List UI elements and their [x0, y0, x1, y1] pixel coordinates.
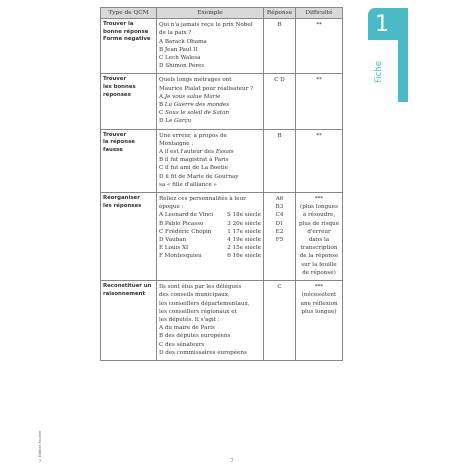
example-line: C des sénateurs — [159, 341, 205, 348]
qcm-type-line: réponses — [103, 91, 131, 98]
qcm-type-line: la réponse — [103, 139, 135, 146]
pair-left: A Leonard de Vinci — [159, 212, 214, 219]
answer-line: C D — [274, 77, 285, 84]
header-answer: Réponse — [264, 8, 296, 19]
difficulty-line: de la réponse — [299, 253, 339, 260]
chapter-number: 1 — [375, 12, 389, 37]
example-line: B il fut magistrat à Paris — [159, 157, 229, 164]
matching-pair — [159, 244, 261, 252]
qcm-type-cell — [101, 74, 157, 129]
example-line: sa « fille d'alliance » — [159, 181, 217, 188]
pair-right: 3 20e siècle — [227, 220, 261, 227]
difficulty-line: plus de risque — [298, 220, 340, 227]
pair-left: E Louis XI — [159, 245, 189, 252]
example-cell — [157, 281, 264, 361]
qcm-type-line: Forme négative — [103, 36, 151, 43]
difficulty-cell — [296, 193, 343, 281]
difficulty-line: transcription — [300, 245, 338, 252]
example-line: les conseillers départementaux, — [159, 300, 250, 307]
table-header-row — [101, 8, 343, 19]
qcm-type-cell — [101, 129, 157, 192]
qcm-type-cell — [101, 193, 157, 281]
difficulty-line: (nécessitent — [301, 292, 337, 299]
difficulty-line: sur la feuille — [301, 261, 337, 268]
matching-pair — [159, 220, 261, 228]
difficulty-line: une réflexion — [300, 300, 338, 307]
qcm-type-line: les bonnes — [103, 84, 136, 91]
difficulty-line: ** — [316, 77, 322, 84]
qcm-type-cell — [101, 19, 157, 74]
example-line: D Le Garçu — [159, 118, 192, 125]
answer-line: C4 — [275, 212, 284, 219]
example-line: Montaigne : — [159, 140, 194, 147]
example-line: D il fit de Marie de Gournay — [159, 173, 239, 180]
example-line: A il est l'auteur des Essais — [159, 149, 234, 156]
example-line: les députés. Il s'agit : — [159, 316, 220, 323]
qcm-type-line: les réponses — [103, 202, 142, 209]
qcm-type-cell — [101, 281, 157, 361]
example-line: D des commissaires européens — [159, 349, 247, 356]
example-line: B des députés européens — [159, 333, 231, 340]
header-example: Exemple — [157, 8, 264, 19]
difficulty-line: (plus longues — [300, 204, 338, 211]
difficulty-cell — [296, 129, 343, 192]
answer-line: B — [277, 22, 282, 29]
matching-pair — [159, 236, 261, 244]
example-line: D Shimon Peres — [159, 63, 205, 70]
example-line: B La Guerre des mondes — [159, 102, 230, 109]
example-line: de la paix ? — [159, 30, 192, 37]
qcm-type-line: Trouver la — [103, 21, 134, 28]
difficulty-cell — [296, 281, 343, 361]
answer-line: C — [277, 284, 282, 291]
example-line: A du maire de Paris — [159, 325, 215, 332]
qcm-type-line: Trouver — [103, 131, 127, 138]
example-line: Une erreur, à propos de — [159, 132, 227, 139]
header-difficulty: Difficulté — [296, 8, 343, 19]
table-row — [101, 193, 343, 281]
pair-right: 2 15e siècle — [227, 245, 261, 252]
qcm-type-line: bonne réponse — [103, 28, 149, 35]
difficulty-line: dans la — [308, 237, 330, 244]
difficulty-line: *** — [314, 284, 324, 291]
difficulty-line: *** — [314, 196, 324, 203]
qcm-type-line: Reconstituer un — [103, 283, 152, 290]
pair-right: S 18e siècle — [226, 212, 261, 219]
header-type: Type de QCM — [101, 8, 157, 19]
example-line: les conseillers régionaux et — [159, 308, 237, 315]
example-line: des conseils municipaux, — [159, 292, 230, 299]
difficulty-line: à résoudre, — [302, 212, 336, 219]
copyright-notice: © Éditions Foucher — [38, 430, 42, 462]
answer-cell — [264, 19, 296, 74]
pair-left: F Montesquieu — [159, 253, 202, 260]
qcm-type-line: Réorganiser — [103, 195, 140, 202]
answer-cell — [264, 281, 296, 361]
example-line: B Jean Paul II — [159, 46, 198, 53]
example-line: C il fut ami de La Boétie — [159, 165, 228, 172]
example-line: A Je vous salue Marie — [159, 93, 221, 100]
example-cell — [157, 74, 264, 129]
qcm-type-line: raisonnement — [103, 290, 146, 297]
page-number: 7 — [230, 458, 234, 464]
example-line: Quels longs métrages ont — [159, 77, 232, 84]
example-cell — [157, 129, 264, 192]
example-line: C Sous le soleil de Satan — [159, 110, 230, 117]
example-cell — [157, 19, 264, 74]
pair-right: 4 19e siècle — [227, 237, 261, 244]
difficulty-line: de réponse) — [302, 269, 336, 276]
matching-pair — [159, 228, 261, 236]
example-line: Qui n'a jamais reçu le prix Nobel — [159, 22, 253, 29]
answer-cell — [264, 129, 296, 192]
table-row — [101, 129, 343, 192]
example-line: A Barack Obama — [159, 38, 207, 45]
answer-line: E2 — [275, 228, 284, 235]
example-line: Reliez ces personnalités à leur — [159, 196, 246, 203]
pair-right: 6 16e siècle — [227, 253, 261, 260]
pair-left: B Pablo Picasso — [159, 220, 204, 227]
difficulty-cell — [296, 74, 343, 129]
example-cell — [157, 193, 264, 281]
matching-pair — [159, 252, 261, 260]
pair-right: 1 17e siècle — [227, 228, 261, 235]
answer-line: D1 — [275, 220, 284, 227]
qcm-type-line: fausse — [103, 146, 123, 153]
example-line: époque : — [159, 204, 184, 211]
answer-line: B — [277, 132, 282, 139]
table-row — [101, 19, 343, 74]
example-line: C Lech Walesa — [159, 55, 201, 62]
answer-cell — [264, 74, 296, 129]
qcm-table — [100, 7, 343, 361]
table-row — [101, 74, 343, 129]
table-row — [101, 281, 343, 361]
answer-line: B3 — [275, 204, 284, 211]
pair-left: C Frédéric Chopin — [159, 228, 212, 235]
answer-line: F5 — [275, 237, 284, 244]
answer-line: A6 — [275, 196, 284, 203]
difficulty-line: plus longue) — [301, 308, 337, 315]
example-line: Maurice Pialat pour réalisateur ? — [159, 85, 254, 92]
qcm-type-line: Trouver — [103, 76, 127, 83]
difficulty-line: ** — [316, 132, 322, 139]
difficulty-line: ** — [316, 22, 322, 29]
chapter-label: Fiche — [374, 61, 384, 83]
pair-left: D Vauban — [159, 237, 187, 244]
difficulty-line: d'erreur — [307, 228, 331, 235]
difficulty-cell — [296, 19, 343, 74]
answer-cell — [264, 193, 296, 281]
matching-pair — [159, 211, 261, 219]
example-line: Ils sont élus par les délégués — [159, 284, 242, 291]
